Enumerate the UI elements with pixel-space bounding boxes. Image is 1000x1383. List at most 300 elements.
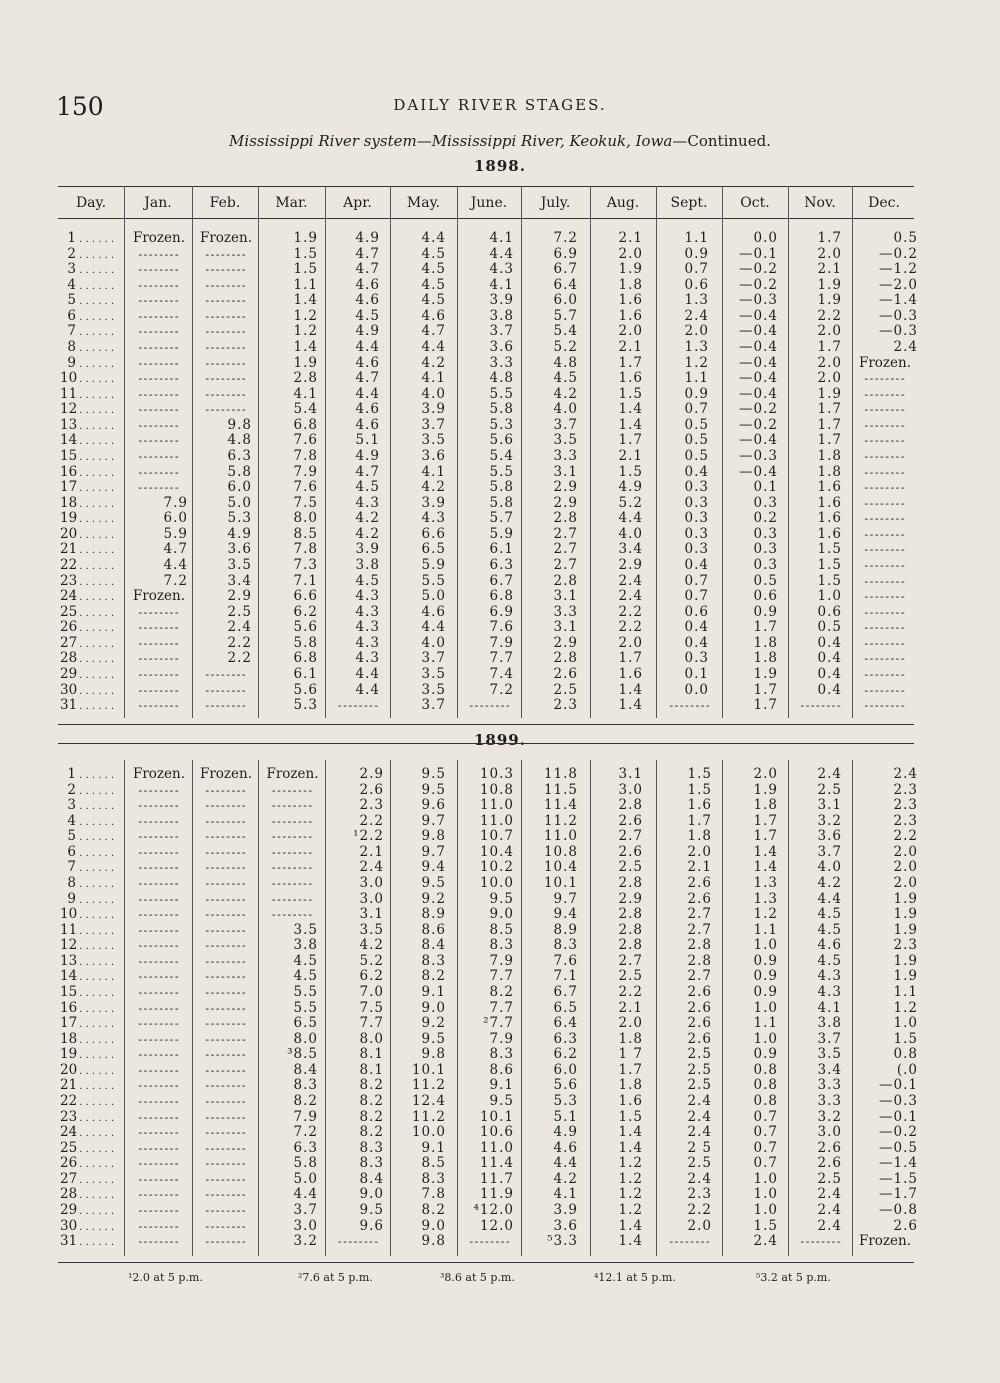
column-header-12: Dec. (868, 195, 900, 211)
stage-value-cell: 3.9 (355, 541, 380, 558)
stage-value-cell: 7.5 (293, 494, 318, 511)
day-cell (60, 892, 122, 908)
stage-value-cell: 6.3 (293, 1139, 318, 1156)
empty-cell: - - - - - - - - (271, 861, 312, 875)
stage-value-cell: 1.7 (618, 1061, 643, 1078)
stage-value-cell: 6.8 (293, 650, 318, 667)
stage-value-cell: 1.3 (753, 874, 778, 891)
day-number: 17 (60, 1015, 78, 1032)
stage-value-cell: 2.4 (753, 1233, 778, 1250)
stage-value-cell: 2.0 (817, 245, 842, 262)
empty-cell: - - - - - - - - (138, 923, 178, 937)
stage-value-cell: 0.3 (684, 525, 709, 542)
empty-cell: - - - - - - - - (205, 845, 245, 859)
empty-cell: - - - - - - - - (800, 699, 840, 713)
day-number: 31 (60, 697, 78, 714)
empty-cell: - - - - - - - - (138, 1157, 178, 1171)
day-cell (60, 907, 122, 923)
stage-value-cell: 1.2 (753, 906, 778, 923)
empty-cell: - - - - - - - - (271, 799, 312, 813)
day-number: 27 (60, 634, 78, 651)
stage-value-cell: 4.4 (355, 338, 380, 355)
leader-dots: . . . . . . (76, 1128, 115, 1140)
stage-value-cell: —0.4 (739, 432, 778, 449)
stage-value-cell: 1.7 (753, 697, 778, 714)
stage-value-cell: 2.5 (553, 681, 578, 698)
stage-value-cell: 5.6 (553, 1077, 578, 1094)
day-number: 27 (60, 1170, 78, 1187)
day-cell (60, 1078, 122, 1094)
day-cell (60, 465, 122, 481)
day-cell (60, 293, 122, 309)
stage-value-cell: 9.0 (421, 1217, 446, 1234)
stage-value-cell: —0.4 (739, 370, 778, 387)
stage-value-cell: 2.8 (553, 572, 578, 589)
stage-value-cell: 3.6 (227, 541, 252, 558)
stage-value-cell: 1.5 (817, 541, 842, 558)
empty-cell: - - - - - - - - (864, 558, 904, 572)
stage-value-cell: 2.4 (893, 766, 918, 782)
stage-value-cell: 0.6 (753, 588, 778, 605)
stage-value-cell: —0.2 (879, 1124, 918, 1141)
stage-value-cell: 4.5 (293, 952, 318, 969)
stage-value-cell: 1.2 (293, 323, 318, 340)
stage-value-cell: 5.0 (421, 588, 446, 605)
stage-value-cell: ⁴12.0 (473, 1201, 514, 1218)
stage-value-cell: 4.1 (293, 385, 318, 402)
day-number: 5 (67, 292, 76, 309)
table-row (0, 1234, 1000, 1250)
stage-value-cell: 3.1 (553, 619, 578, 636)
stage-value-cell: 3.8 (817, 1015, 842, 1032)
stage-value-cell: 2.0 (618, 1015, 643, 1032)
stage-value-cell: 6.2 (553, 1046, 578, 1063)
stage-value-cell: 4.3 (355, 619, 380, 636)
empty-cell: - - - - - - - - (337, 699, 378, 713)
empty-cell: - - - - - - - - (205, 939, 245, 953)
day-cell (60, 309, 122, 325)
leader-dots: . . . . . . (76, 234, 115, 245)
empty-cell: - - - - - - - - (138, 667, 178, 681)
stage-value-cell: 1.6 (817, 479, 842, 496)
day-number: 8 (67, 874, 76, 891)
stage-value-cell: —0.2 (739, 401, 778, 418)
day-number: 1 (67, 766, 76, 782)
stage-value-cell: —0.4 (739, 463, 778, 480)
day-cell (60, 1141, 122, 1157)
leader-dots: . . . . . . (76, 420, 115, 432)
stage-value-cell: 2.1 (618, 230, 643, 246)
stage-value-cell: 4.4 (817, 890, 842, 907)
stage-value-cell: 0.2 (753, 510, 778, 527)
day-cell (60, 683, 122, 699)
stage-value-cell: —0.2 (739, 261, 778, 278)
stage-value-cell: 10.8 (543, 843, 578, 860)
stage-value-cell: 9.7 (421, 812, 446, 829)
stage-value-cell: 4.6 (355, 292, 380, 309)
empty-cell: - - - - - - - - (138, 892, 178, 906)
day-number: 9 (67, 354, 76, 371)
stage-value-cell: 4.9 (553, 1124, 578, 1141)
empty-cell: - - - - - - - - (138, 1032, 178, 1046)
stage-value-cell: 0.3 (684, 479, 709, 496)
stage-value-cell: 2.9 (227, 588, 252, 605)
day-number: 24 (60, 1124, 78, 1141)
empty-cell: - - - - - - - - (138, 783, 178, 797)
stage-value-cell: 7.0 (359, 983, 384, 1000)
table-row (0, 783, 1000, 799)
stage-value-cell: 1.6 (618, 1092, 643, 1109)
empty-cell: - - - - - - - - (469, 1235, 509, 1249)
stage-value-cell: 2.5 (817, 781, 842, 798)
stage-value-cell: 0.3 (684, 510, 709, 527)
day-number: 5 (67, 828, 76, 845)
stage-value-cell: 8.2 (421, 968, 446, 985)
empty-cell: - - - - - - - - (138, 845, 178, 859)
table-1899-bottom-rule (58, 1262, 914, 1263)
empty-cell: - - - - - - - - (138, 683, 178, 697)
stage-value-cell: 5.2 (553, 338, 578, 355)
day-cell (60, 1156, 122, 1172)
stage-value-cell: 3.3 (553, 603, 578, 620)
table-row (0, 1032, 1000, 1048)
stage-value-cell: 0.4 (817, 634, 842, 651)
stage-value-cell: 2.4 (359, 859, 384, 876)
stage-value-cell: 5.4 (293, 401, 318, 418)
stage-value-cell: 1.3 (684, 338, 709, 355)
day-number: 7 (67, 323, 76, 340)
stage-value-cell: —1.2 (879, 261, 918, 278)
stage-value-cell: 11.2 (543, 812, 578, 829)
day-cell (60, 324, 122, 340)
day-cell (60, 605, 122, 621)
day-cell (60, 574, 122, 590)
stage-value-cell: ³8.5 (287, 1046, 318, 1063)
empty-cell: - - - - - - - - (337, 1235, 378, 1249)
stage-value-cell: 5.2 (618, 494, 643, 511)
stage-value-cell: 4.4 (489, 245, 514, 262)
stage-value-cell: 0.3 (753, 541, 778, 558)
stage-value-cell: 3.7 (421, 416, 446, 433)
empty-cell: - - - - - - - - (138, 278, 178, 292)
stage-value-cell: 1.4 (293, 292, 318, 309)
stage-value-cell: 2.6 (618, 812, 643, 829)
stage-value-cell: —0.4 (739, 354, 778, 371)
stage-value-cell: 1.6 (618, 292, 643, 309)
stage-value-cell: 5.8 (293, 1155, 318, 1172)
leader-dots: . . . . . . (76, 1065, 115, 1077)
stage-value-cell: 7.2 (489, 681, 514, 698)
stage-value-cell: 4.6 (355, 401, 380, 418)
stage-value-cell: 2.6 (817, 1139, 842, 1156)
stage-value-cell: 4.8 (489, 370, 514, 387)
stage-value-cell: 0.0 (753, 230, 778, 246)
stage-value-cell: 4.5 (553, 370, 578, 387)
day-cell (60, 620, 122, 636)
stage-value-cell: 2.6 (618, 843, 643, 860)
day-cell (60, 1001, 122, 1017)
stage-value-cell: 3.9 (421, 401, 446, 418)
stage-value-cell: 6.9 (489, 603, 514, 620)
table-row (0, 1063, 1000, 1079)
leader-dots: . . . . . . (76, 770, 115, 781)
stage-value-cell: 1.2 (618, 1186, 643, 1203)
stage-value-cell: 0.6 (684, 276, 709, 293)
stage-value-cell: 2.5 (687, 1155, 712, 1172)
stage-value-cell: 4.6 (355, 416, 380, 433)
stage-value-cell: 1.2 (293, 307, 318, 324)
stage-value-cell: 2.8 (293, 370, 318, 387)
stage-value-cell: 1.5 (618, 463, 643, 480)
stage-value-cell: 3.6 (553, 1217, 578, 1234)
stage-value-cell: 2.6 (687, 999, 712, 1016)
stage-value-cell: 0.4 (684, 463, 709, 480)
stage-value-cell: 3.5 (293, 921, 318, 938)
day-number: 23 (60, 572, 78, 589)
stage-value-cell: 4.0 (817, 859, 842, 876)
stage-value-cell: 8.3 (553, 937, 578, 954)
stage-value-cell: 9.7 (421, 843, 446, 860)
stage-value-cell: 2.7 (618, 952, 643, 969)
table-row (0, 1047, 1000, 1063)
stage-value-cell: 7.2 (293, 1124, 318, 1141)
stage-value-cell: 1.9 (893, 952, 918, 969)
leader-dots: . . . . . . (76, 327, 115, 339)
stage-value-cell: 4.3 (355, 494, 380, 511)
table-row (0, 814, 1000, 830)
stage-value-cell: 1.2 (893, 999, 918, 1016)
column-header-3: Mar. (275, 195, 308, 211)
stage-value-cell: 7.7 (359, 1015, 384, 1032)
empty-cell: - - - - - - - - (138, 403, 178, 417)
stage-value-cell: 0.5 (684, 447, 709, 464)
empty-cell: - - - - - - - - (800, 1235, 840, 1249)
stage-value-cell: 4.4 (355, 681, 380, 698)
stage-value-cell: 5.3 (553, 1092, 578, 1109)
empty-cell: - - - - - - - - (205, 325, 245, 339)
empty-cell: - - - - - - - - (205, 1172, 245, 1186)
stage-value-cell: 10.2 (479, 859, 514, 876)
stage-value-cell: 9.5 (421, 874, 446, 891)
day-cell (60, 247, 122, 263)
day-cell (60, 667, 122, 683)
stage-value-cell: 4.7 (355, 463, 380, 480)
table-row (0, 938, 1000, 954)
day-cell (60, 558, 122, 574)
year-heading-1898: 1898. (474, 157, 526, 175)
leader-dots: . . . . . . (76, 956, 115, 968)
stage-value-cell: 3.5 (421, 681, 446, 698)
day-cell (60, 402, 122, 418)
stage-value-cell: 2.6 (359, 781, 384, 798)
day-number: 3 (67, 797, 76, 814)
stage-value-cell: 8.3 (489, 1046, 514, 1063)
day-cell (60, 542, 122, 558)
stage-value-cell: 1.8 (618, 1077, 643, 1094)
stage-value-cell: 1.1 (753, 1015, 778, 1032)
empty-cell: - - - - - - - - (138, 1141, 178, 1155)
stage-value-cell: 1.4 (618, 1139, 643, 1156)
subtitle-italic: Mississippi River system—Mississippi River, Keokuk, Iowa (229, 132, 673, 150)
stage-value-cell: 6.6 (421, 525, 446, 542)
stage-value-cell: 0.7 (753, 1108, 778, 1125)
day-number: 7 (67, 859, 76, 876)
stage-value-cell: 11.4 (479, 1155, 514, 1172)
day-number: 26 (60, 1155, 78, 1172)
leader-dots: . . . . . . (76, 654, 115, 666)
stage-value-cell: 11.5 (543, 781, 578, 798)
stage-value-cell: 2.8 (687, 937, 712, 954)
stage-value-cell: 11.2 (411, 1108, 446, 1125)
stage-value-cell: 1.4 (618, 1217, 643, 1234)
day-cell (60, 449, 122, 465)
table-row (0, 845, 1000, 861)
stage-value-cell: 2.4 (817, 1217, 842, 1234)
stage-value-cell: 1.9 (817, 292, 842, 309)
stage-value-cell: ⁵3.3 (547, 1233, 578, 1250)
empty-cell: - - - - - - - - (205, 1235, 245, 1249)
stage-value-cell: 2.4 (687, 1124, 712, 1141)
day-number: 19 (60, 1046, 78, 1063)
leader-dots: . . . . . . (76, 894, 115, 906)
stage-value-cell: 6.3 (227, 447, 252, 464)
stage-value-cell: 4.6 (421, 603, 446, 620)
empty-cell: - - - - - - - - (864, 481, 904, 495)
empty-cell: - - - - - - - - (138, 356, 178, 370)
stage-value-cell: 1.0 (753, 1186, 778, 1203)
empty-cell: - - - - - - - - (271, 830, 312, 844)
stage-value-cell: 0.9 (753, 603, 778, 620)
day-cell (60, 1016, 122, 1032)
stage-value-cell: 5.0 (293, 1170, 318, 1187)
empty-cell: - - - - - - - - (669, 699, 709, 713)
stage-value-cell: 7.8 (421, 1186, 446, 1203)
day-cell (60, 798, 122, 814)
stage-value-cell: —1.4 (879, 1155, 918, 1172)
stage-value-cell: 2.0 (618, 323, 643, 340)
stage-value-cell: 1.7 (687, 812, 712, 829)
stage-value-cell: 0.9 (753, 952, 778, 969)
leader-dots: . . . . . . (76, 863, 115, 875)
stage-value-cell: 10.0 (479, 874, 514, 891)
table-row (0, 1156, 1000, 1172)
day-cell (60, 651, 122, 667)
stage-value-cell: 2.5 (618, 968, 643, 985)
stage-value-cell: 3.0 (359, 890, 384, 907)
stage-value-cell: 0.8 (753, 1092, 778, 1109)
frozen-cell: Frozen. (266, 766, 319, 782)
day-cell (60, 418, 122, 434)
stage-value-cell: 10.1 (543, 874, 578, 891)
day-number: 6 (67, 843, 76, 860)
stage-value-cell: 8.2 (359, 1092, 384, 1109)
stage-value-cell: 2.0 (753, 766, 778, 782)
stage-value-cell: 11.0 (479, 812, 514, 829)
footnote-5: ⁵3.2 at 5 p.m. (756, 1271, 831, 1284)
stage-value-cell: 4.3 (355, 603, 380, 620)
table-1899-top-rule (58, 743, 914, 744)
leader-dots: . . . . . . (76, 249, 115, 261)
day-number: 6 (67, 307, 76, 324)
stage-value-cell: 2.0 (817, 370, 842, 387)
empty-cell: - - - - - - - - (138, 263, 178, 277)
stage-value-cell: 2.0 (893, 859, 918, 876)
stage-value-cell: 3.5 (817, 1046, 842, 1063)
stage-value-cell: 2.3 (687, 1186, 712, 1203)
empty-cell: - - - - - - - - (205, 1048, 245, 1062)
table-row (0, 542, 1000, 558)
stage-value-cell: 1.1 (684, 230, 709, 246)
day-number: 12 (60, 937, 78, 954)
stage-value-cell: 7.7 (489, 999, 514, 1016)
stage-value-cell: 5.4 (553, 323, 578, 340)
table-row (0, 907, 1000, 923)
stage-value-cell: 9.8 (421, 828, 446, 845)
stage-value-cell: 7.6 (293, 479, 318, 496)
day-number: 28 (60, 1186, 78, 1203)
stage-value-cell: 5.6 (293, 681, 318, 698)
table-row (0, 605, 1000, 621)
stage-value-cell: 3.1 (553, 463, 578, 480)
stage-value-cell: 2.4 (684, 307, 709, 324)
stage-value-cell: 3.9 (553, 1201, 578, 1218)
leader-dots: . . . . . . (76, 638, 115, 650)
stage-value-cell: 1.6 (618, 370, 643, 387)
stage-value-cell: 3.7 (293, 1201, 318, 1218)
day-number: 23 (60, 1108, 78, 1125)
stage-value-cell: 4.6 (817, 937, 842, 954)
stage-value-cell: 2.2 (618, 619, 643, 636)
stage-value-cell: 2.1 (618, 447, 643, 464)
stage-value-cell: 4.5 (355, 479, 380, 496)
day-cell (60, 278, 122, 294)
table-row (0, 589, 1000, 605)
stage-value-cell: 12.4 (411, 1092, 446, 1109)
stage-value-cell: 8.6 (489, 1061, 514, 1078)
stage-value-cell: 4.6 (355, 276, 380, 293)
table-row (0, 340, 1000, 356)
stage-value-cell: 4.9 (355, 323, 380, 340)
leader-dots: . . . . . . (76, 1034, 115, 1046)
stage-value-cell: 4.5 (355, 307, 380, 324)
empty-cell: - - - - - - - - (205, 954, 245, 968)
stage-value-cell: 1.7 (753, 828, 778, 845)
empty-cell: - - - - - - - - (138, 1235, 178, 1249)
stage-value-cell: 6.8 (293, 416, 318, 433)
table-row (0, 892, 1000, 908)
stage-value-cell: 5.5 (489, 463, 514, 480)
empty-cell: - - - - - - - - (138, 1063, 178, 1077)
day-number: 13 (60, 416, 78, 433)
stage-value-cell: 3.6 (421, 447, 446, 464)
day-number: 21 (60, 541, 78, 558)
empty-cell: - - - - - - - - (138, 699, 178, 713)
table-row (0, 798, 1000, 814)
stage-value-cell: 2.5 (687, 1077, 712, 1094)
leader-dots: . . . . . . (76, 1096, 115, 1108)
stage-value-cell: 8.0 (293, 1030, 318, 1047)
stage-value-cell: 7.5 (359, 999, 384, 1016)
stage-value-cell: 0.3 (684, 494, 709, 511)
day-cell (60, 954, 122, 970)
stage-value-cell: 0.5 (753, 572, 778, 589)
stage-value-cell: 7.9 (489, 952, 514, 969)
empty-cell: - - - - - - - - (138, 1017, 178, 1031)
stage-value-cell: 6.7 (553, 983, 578, 1000)
stage-value-cell: 0.7 (753, 1155, 778, 1172)
day-cell (60, 1125, 122, 1141)
stage-value-cell: 2.2 (359, 812, 384, 829)
